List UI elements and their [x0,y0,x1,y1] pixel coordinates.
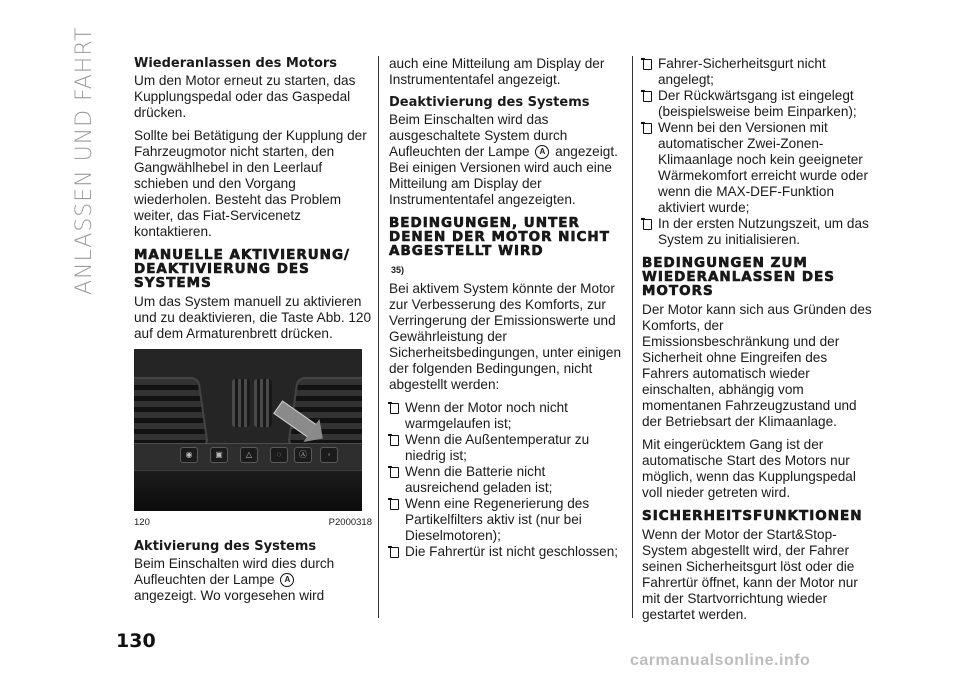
list-item-text: Wenn die Batterie nicht ausreichend geladen ist; [405,464,553,495]
list-bullet-icon [390,547,399,558]
list-bullet-icon [643,91,652,102]
list-item-text: In der ersten Nutzungszeit, um das System zu initialisieren. [658,216,869,247]
column-divider [632,56,633,618]
list-item [642,88,874,120]
heading-wiederanlassen-bedingungen: BEDINGUNGEN ZUM WIEDERANLASSEN DES MOTORS [642,255,835,299]
hazard-icon: △ [240,447,258,463]
panel-button-icon: ◉ [180,447,198,463]
air-vent-left [134,377,209,447]
start-stop-lamp-icon: A [280,573,294,587]
heading-deaktivierung: Deaktivierung des Systems [389,95,590,110]
list-item-text: Wenn eine Regenerierung des Partikelfilters aktiv ist (nur bei Dieselmotoren); [405,496,590,543]
list-bullet-icon [390,403,399,414]
heading-manuelle-aktivierung: MANUELLE AKTIVIERUNG/ DEAKTIVIERUNG DES SYSTEMS [134,247,350,291]
list-item [642,120,874,216]
heading-sicherheitsfunktionen: SICHERHEITSFUNKTIONEN [642,508,863,524]
list-item-text: Die Fahrertür ist nicht geschlossen; [405,544,619,559]
list-item-text: Fahrer-Sicherheitsgurt nicht angelegt; [658,56,826,87]
list-item [389,544,623,560]
start-stop-button-icon: Ⓐ [294,447,312,463]
list-bullet-icon [390,499,399,510]
figure-code: P2000318 [328,517,372,528]
dashboard-photo [134,349,362,511]
list-bullet-icon [390,435,399,446]
list-item [642,56,874,88]
paragraph: Um den Motor erneut zu starten, das Kupplungspedal oder das Gaspedal drücken. [134,73,356,120]
watermark-footer: carmanualsonline.info [630,652,811,669]
list-bullet-icon [643,219,652,230]
section-side-title: ANLASSEN UND FAHRT [72,26,97,295]
list-item-text: Wenn der Motor noch nicht warmgelaufen ist; [405,400,568,431]
heading-bedingungen: BEDINGUNGEN, UNTER DENEN DER MOTOR NICHT ABGESTELLT WIRD [389,215,610,259]
list-bullet-icon [643,59,652,70]
heading-wiederanlassen: Wiederanlassen des Motors [134,56,338,71]
text: Beim Einschalten wird dies durch Aufleuchten der Lampe [134,556,335,587]
panel-button-icon: ◦ [320,447,338,463]
text: angezeigt. Wo vorgesehen wird [134,588,325,603]
page-number: 130 [116,630,156,652]
list-item [389,496,623,544]
list-item-text: Der Rückwärtsgang ist eingelegt (beispielsweise beim Einparken); [658,88,857,119]
column-3 [642,56,874,630]
figure-caption [134,515,372,531]
list-item [389,464,623,496]
heading-aktivierung: Aktivierung des Systems [134,539,317,554]
list-item-text: Wenn die Außentemperatur zu niedrig ist; [405,432,590,463]
paragraph: Der Motor kann sich aus Gründen des Komforts, der Emissionsbeschränkung und der Sicherheit ohne Eingreifen des Fahrers automatisch wieder einschalten, abhängig vom momentanen Fahrzeugzustand und der Betriebsart der Klimaanlage. [642,302,872,429]
reference-note: 35) [391,265,405,275]
paragraph: Sollte bei Betätigung der Kupplung der Fahrzeugmotor nicht starten, den Gangwählhebel in den Leerlauf schieben und den Vorgang wiederholen. Besteht das Problem weiter, das Fiat-Servicenetz kontaktieren. [134,128,367,239]
paragraph [389,112,623,208]
list-item [389,432,623,464]
column-divider [378,56,379,618]
list-item [642,216,874,248]
lock-icon: ▣ [210,447,228,463]
paragraph: Bei aktivem System könnte der Motor zur Verbesserung des Komforts, zur Verringerung der Emissionswerte und Gewährleistung der Sicherheitsbedingungen, unter einigen der folgenden Bedingungen, nicht abgestellt werden: [389,281,622,392]
list-bullet-icon [643,123,652,134]
paragraph: auch eine Mitteilung am Display der Instrumententafel angezeigt. [389,56,605,87]
figure-number: 120 [134,517,150,528]
text: Beim Einschalten wird das ausgeschaltete System durch Aufleuchten der Lampe [389,112,568,159]
air-vent-center [232,379,250,427]
paragraph [134,556,372,604]
column-1 [134,56,372,611]
text: angezeigt. Bei einigen Versionen wird auch eine Mitteilung am Display der Instrumententafel angezeigten. [389,144,618,207]
paragraph: Mit eingerücktem Gang ist der automatische Start des Motors nur möglich, wenn das Kupplungspedal voll nieder getreten wird. [642,437,856,500]
list-item-text: Wenn bei den Versionen mit automatischer Zwei-Zonen-Klimaanlage noch kein geeigneter Wärmekomfort erreicht wurde oder wenn die MAX-DEF-Funktion aktiviert wurde; [658,120,869,215]
list-bullet-icon [390,467,399,478]
paragraph: Wenn der Motor der Start&Stop-System abgestellt wird, der Fahrer seinen Sicherheitsgurt löst oder die Fahrertür öffnet, kann der Motor nur mit der Startvorrichtung wieder gestartet werden. [642,527,858,622]
column-2 [389,56,623,560]
panel-button-icon: ◌ [270,447,288,463]
paragraph: Um das System manuell zu aktivieren und zu deaktivieren, die Taste Abb. 120 auf dem Armaturenbrett drücken. [134,294,372,341]
list-item [389,400,623,432]
air-vent-center [254,379,272,427]
dashboard-lower [134,471,362,511]
start-stop-lamp-icon: A [535,145,549,159]
